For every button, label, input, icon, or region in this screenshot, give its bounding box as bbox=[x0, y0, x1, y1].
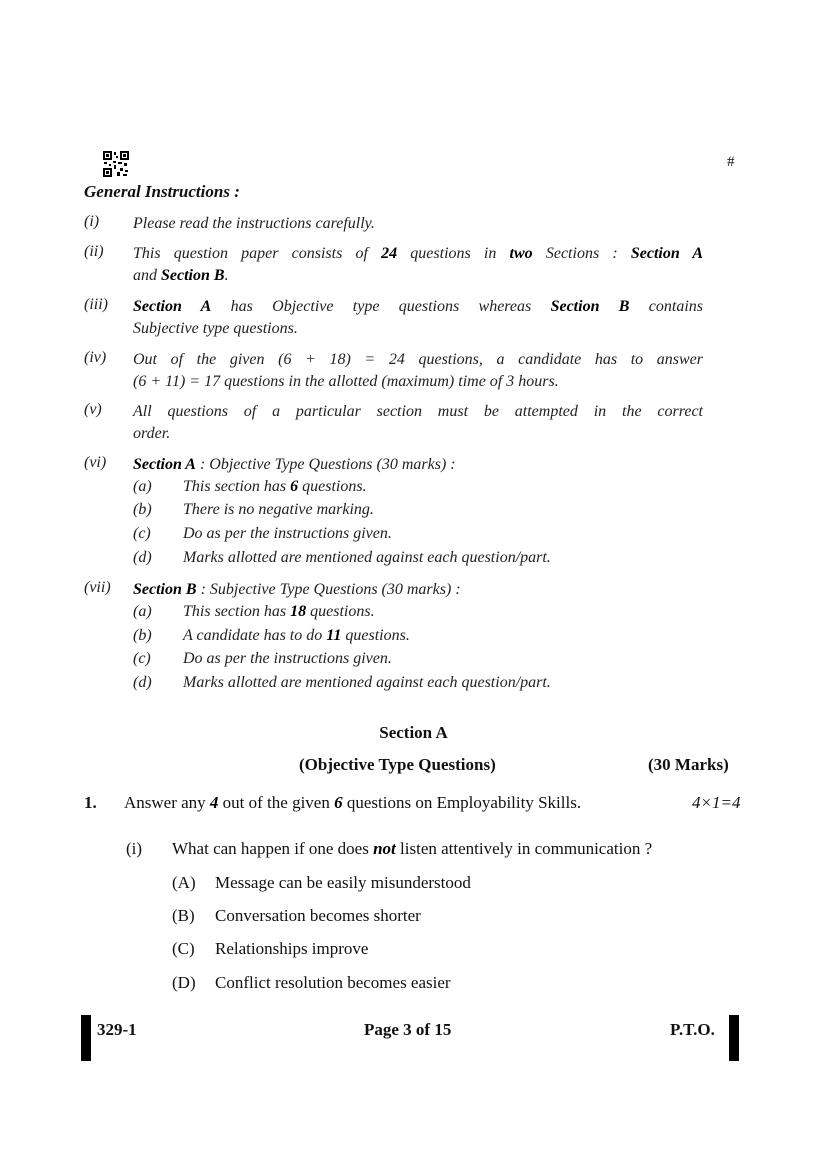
sub-item-label: (c) bbox=[133, 650, 151, 667]
sub-item-label: (a) bbox=[133, 478, 152, 495]
question-number: 1. bbox=[84, 793, 97, 812]
item-number: (v) bbox=[84, 401, 102, 418]
footer-left-bar bbox=[81, 1015, 91, 1061]
option-label: (A) bbox=[172, 873, 196, 892]
paper-code: 329-1 bbox=[97, 1020, 137, 1039]
item-text-line-1: Out of the given (6 + 18) = 24 questions, a candidate has to answer bbox=[133, 351, 703, 368]
sub-item-text: Do as per the instructions given. bbox=[183, 525, 392, 542]
section-marks: (30 Marks) bbox=[648, 755, 729, 774]
general-instructions-title: General Instructions : bbox=[84, 182, 240, 201]
item-number: (iv) bbox=[84, 349, 107, 366]
item-text-line-1: Section A has Objective type questions whereas Section B contains bbox=[133, 298, 704, 315]
item-text-line-2: Subjective type questions. bbox=[133, 320, 298, 337]
option-text: Conversation becomes shorter bbox=[215, 906, 421, 925]
sub-item-label: (c) bbox=[133, 525, 151, 542]
page-number: Page 3 of 15 bbox=[364, 1020, 452, 1039]
option-text: Message can be easily misunderstood bbox=[215, 873, 471, 892]
sub-item-text: Marks allotted are mentioned against each question/part. bbox=[183, 674, 551, 691]
sub-item-text: This section has 18 questions. bbox=[183, 603, 375, 620]
sub-item-label: (a) bbox=[133, 603, 152, 620]
sub-item-text: A candidate has to do 11 questions. bbox=[183, 627, 410, 644]
section-subtitle: (Objective Type Questions) bbox=[299, 755, 496, 774]
item-number: (i) bbox=[84, 213, 100, 230]
sub-question-text: What can happen if one does not listen attentively in communication ? bbox=[172, 839, 653, 858]
item-text-line-2: order. bbox=[133, 425, 171, 442]
item-text: Section A : Objective Type Questions (30 marks) : bbox=[133, 456, 456, 473]
item-number: (ii) bbox=[84, 243, 104, 260]
item-number: (vii) bbox=[84, 579, 111, 596]
footer-right-bar bbox=[729, 1015, 739, 1061]
option-text: Relationships improve bbox=[215, 939, 369, 958]
sub-item-label: (d) bbox=[133, 549, 152, 566]
sub-item-text: Marks allotted are mentioned against each question/part. bbox=[183, 549, 551, 566]
page-marker-hash: # bbox=[727, 154, 735, 170]
question-text: Answer any 4 out of the given 6 questions on Employability Skills. bbox=[124, 793, 582, 812]
section-title: Section A bbox=[379, 723, 448, 742]
qr-code-icon bbox=[103, 151, 129, 177]
item-text: Please read the instructions carefully. bbox=[133, 215, 375, 232]
sub-item-label: (d) bbox=[133, 674, 152, 691]
pto-label: P.T.O. bbox=[670, 1020, 715, 1039]
sub-item-text: Do as per the instructions given. bbox=[183, 650, 392, 667]
sub-question-number: (i) bbox=[126, 839, 143, 858]
option-text: Conflict resolution becomes easier bbox=[215, 973, 451, 992]
question-marks: 4×1=4 bbox=[692, 793, 741, 812]
item-text-line-2: and Section B. bbox=[133, 267, 229, 284]
option-label: (B) bbox=[172, 906, 195, 925]
sub-item-text: There is no negative marking. bbox=[183, 501, 374, 518]
item-text-line-1: This question paper consists of 24 questions in two Sections : Section A bbox=[133, 245, 704, 262]
sub-item-label: (b) bbox=[133, 627, 152, 644]
option-label: (D) bbox=[172, 973, 196, 992]
option-label: (C) bbox=[172, 939, 195, 958]
item-number: (vi) bbox=[84, 454, 107, 471]
item-text-line-1: All questions of a particular section must be attempted in the correct bbox=[133, 403, 703, 420]
sub-item-text: This section has 6 questions. bbox=[183, 478, 367, 495]
item-number: (iii) bbox=[84, 296, 108, 313]
item-text-line-2: (6 + 11) = 17 questions in the allotted (maximum) time of 3 hours. bbox=[133, 373, 559, 390]
item-text: Section B : Subjective Type Questions (30 marks) : bbox=[133, 581, 461, 598]
sub-item-label: (b) bbox=[133, 501, 152, 518]
